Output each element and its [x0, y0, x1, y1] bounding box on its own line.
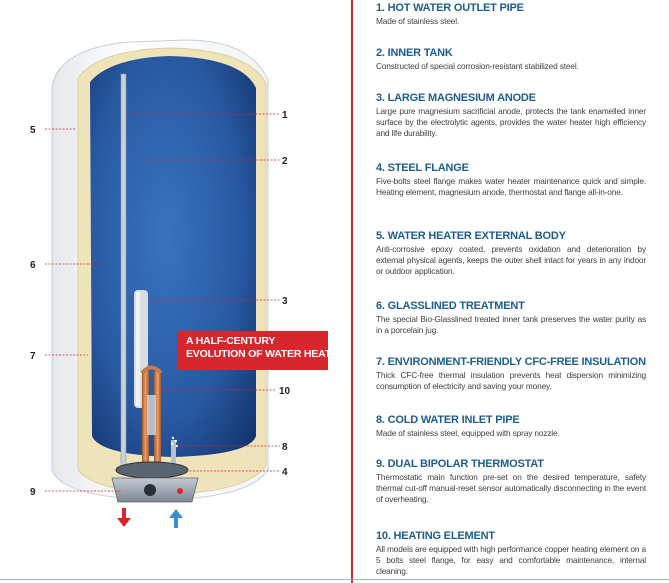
feature-10: [376, 530, 646, 578]
section-divider: [351, 0, 353, 583]
hot-outlet-arrow: [117, 508, 131, 527]
callout-4: 4: [282, 467, 288, 478]
callout-8: 8: [282, 442, 288, 453]
feature-title: 8. COLD WATER INLET PIPE: [376, 414, 520, 426]
cold-inlet-arrow: [169, 509, 183, 528]
inner-tank: [90, 56, 256, 457]
hot-water-outlet-pipe: [121, 74, 126, 470]
half-century-badge: [177, 331, 346, 370]
feature-description: Five-bolts steel flange makes water heater maintenance quick and simple. Heating element, magnesium anode, thermostat and flange all-in-one.: [376, 176, 646, 198]
feature-8: [376, 414, 646, 439]
feature-9: [376, 458, 646, 506]
callout-1: 1: [282, 110, 288, 121]
feature-description: Made of stainless steel.: [376, 16, 460, 26]
feature-7: [376, 356, 646, 392]
feature-description: Constructed of special corrosion-resistant stabilized steel.: [376, 61, 579, 71]
feature-title: 6. GLASSLINED TREATMENT: [376, 300, 525, 312]
feature-title: 2. INNER TANK: [376, 47, 453, 59]
feature-title: 3. LARGE MAGNESIUM ANODE: [376, 92, 536, 104]
callout-3: 3: [282, 296, 288, 307]
feature-description: Thermostatic main function pre-set on the desired temperature, safety thermal cut-off manual-reset sensor automatically disconnecting in the event of overheating.: [376, 472, 646, 505]
badge-line-1: A HALF-CENTURY: [186, 335, 276, 347]
feature-title: 5. WATER HEATER EXTERNAL BODY: [376, 230, 566, 242]
feature-description: Anti-corrosive epoxy coated, prevents oxidation and deterioration by external physical agents, keeps the outer shell intact for years in any indoor or outdoor application.: [376, 244, 646, 277]
bottom-rule: [0, 579, 669, 580]
steel-flange: [116, 462, 188, 478]
feature-title: 10. HEATING ELEMENT: [376, 530, 495, 542]
callout-9: 9: [30, 487, 36, 498]
feature-4: [376, 162, 646, 198]
feature-description: The special Bio-Glasslined treated inner tank preserves the water purity as in a porcelain jug.: [376, 314, 646, 336]
callout-6: 6: [30, 260, 36, 271]
callout-2: 2: [282, 156, 288, 167]
feature-description: Made of stainless steel, equipped with spray nozzle.: [376, 428, 560, 438]
callout-10: 10: [279, 386, 291, 397]
feature-description: Thick CFC-free thermal insulation prevents heat dispersion minimizing consumption of electricity and saving your money.: [376, 370, 646, 392]
feature-title: 4. STEEL FLANGE: [376, 162, 469, 174]
callout-7: 7: [30, 351, 36, 362]
feature-2: [376, 47, 646, 72]
feature-title: 1. HOT WATER OUTLET PIPE: [376, 2, 524, 14]
feature-3: [376, 92, 646, 140]
feature-1: [376, 2, 646, 27]
feature-6: [376, 300, 646, 336]
feature-description: Large pure magnesium sacrificial anode, protects the tank enamelled inner surface by the electrolytic agents, provides the water heater high efficiency and life durability.: [376, 106, 646, 139]
badge-line-2: EVOLUTION OF WATER HEATER: [186, 348, 346, 360]
feature-title: 9. DUAL BIPOLAR THERMOSTAT: [376, 458, 544, 470]
feature-title: 7. ENVIRONMENT-FRIENDLY CFC-FREE INSULATION: [376, 356, 646, 368]
callout-5: 5: [30, 125, 36, 136]
feature-description: All models are equipped with high performance copper heating element on a 5 bolts steel flange, for easy and comfortable maintenance, internal cleaning.: [376, 544, 646, 577]
feature-5: [376, 230, 646, 278]
